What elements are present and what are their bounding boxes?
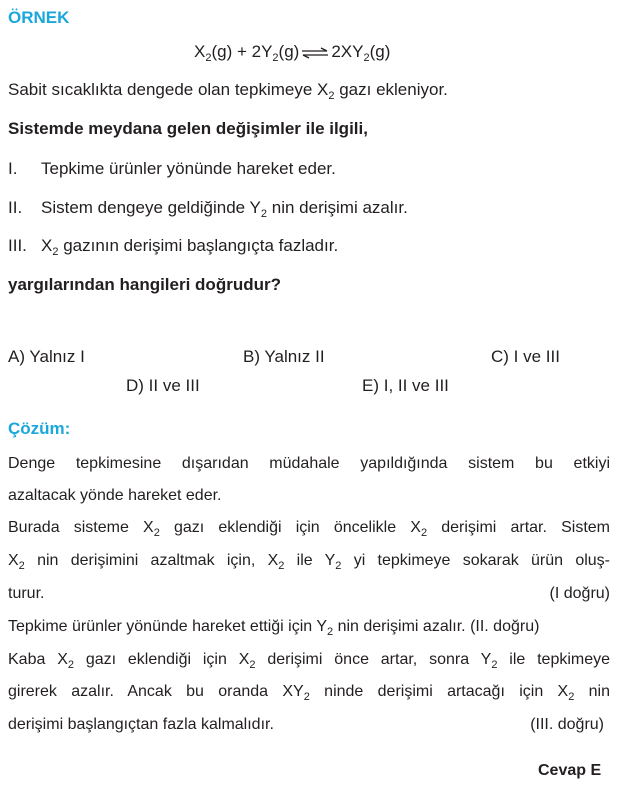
eq-reactant1-state: (g) (211, 42, 233, 61)
item-2-number: II. (8, 198, 23, 217)
s3-b-sub: 2 (420, 527, 428, 539)
s8-b-sub: 2 (568, 691, 575, 703)
s4-d: yi tepkimeye sokarak ürün oluş- (341, 552, 610, 569)
s8-b: ninde derişimi artacağı için X (309, 683, 569, 700)
question-text: yargılarından hangileri doğrudur? (8, 275, 281, 294)
problem-prompt: Sistemde meydana gelen değişimler ile ilgili, (8, 119, 368, 138)
option-b[interactable]: B) Yalnız II (243, 347, 325, 366)
equation (194, 41, 390, 63)
equilibrium-arrows-icon (301, 47, 329, 59)
eq-reactant2-state: (g) (278, 42, 300, 61)
item-3-text-post: gazının derişimi başlangıçta fazladır. (58, 236, 339, 255)
s8-a-sub: 2 (303, 691, 310, 703)
s6-b: nin derişimi azalır. (II. doğru) (333, 618, 540, 635)
s4-c: ile Y (284, 552, 336, 569)
s5-tag: (I doğru) (549, 585, 610, 602)
solution-line-9 (8, 714, 604, 736)
item-2-sub: 2 (260, 208, 268, 220)
item-2-text-post: nin derişimi azalır. (267, 198, 408, 217)
s9-text: derişimi başlangıçtan fazla kalmalıdır. (8, 716, 274, 733)
problem-statement (8, 79, 448, 101)
solution-line-4 (8, 550, 610, 572)
s7-b-sub: 2 (249, 659, 256, 671)
s7-a-sub: 2 (67, 659, 74, 671)
item-3-text-pre: X (41, 236, 53, 255)
eq-reactant1: X (194, 42, 206, 61)
item-3-number: III. (8, 236, 27, 255)
option-e[interactable]: E) I, II ve III (362, 376, 449, 395)
option-c[interactable]: C) I ve III (491, 347, 560, 366)
statement-text: Sabit sıcaklıkta dengede olan tepkimeye X (8, 80, 329, 99)
s8-a: girerek azalır. Ancak bu oranda XY (8, 683, 304, 700)
s6-a: Tepkime ürünler yönünde hareket ettiği için Y (8, 618, 327, 635)
solution-line-7 (8, 649, 610, 671)
s4-c-sub: 2 (335, 560, 342, 572)
s3-a: Burada sisteme X (8, 519, 154, 536)
eq-product-state: (g) (369, 42, 391, 61)
item-1-number: I. (8, 159, 18, 178)
eq-product-sub: 2 (363, 52, 370, 64)
s7-a: Kaba X (8, 651, 68, 668)
s8-c: nin (574, 683, 611, 700)
eq-reactant1-sub: 2 (205, 52, 212, 64)
s4-a-sub: 2 (18, 560, 25, 572)
statement-sub: 2 (328, 90, 335, 102)
s6-a-sub: 2 (327, 626, 334, 638)
s4-a: X (8, 552, 19, 569)
solution-line-5 (8, 583, 610, 605)
solution-line-8 (8, 681, 610, 703)
statement-text-end: gazı ekleniyor. (334, 80, 448, 99)
s7-c: derişimi önce artar, sonra Y (255, 651, 492, 668)
solution-line-6 (8, 616, 539, 638)
option-d[interactable]: D) II ve III (126, 376, 200, 395)
solution-line-2: azaltacak yönde hareket eder. (8, 487, 222, 504)
s3-c: derişimi artar. Sistem (427, 519, 611, 536)
solution-line-1: Denge tepkimesine dışarıdan müdahale yapıldığında sistem bu etkiyi (8, 455, 610, 472)
item-3-text (41, 235, 338, 257)
answer-label: Cevap E (538, 762, 602, 779)
eq-plus: + 2Y (232, 42, 273, 61)
example-heading: ÖRNEK (8, 8, 70, 27)
solution-line-3 (8, 517, 610, 539)
eq-product: 2XY (331, 42, 364, 61)
option-a[interactable]: A) Yalnız I (8, 347, 85, 366)
item-2-text (41, 197, 408, 219)
item-3-sub: 2 (52, 246, 59, 258)
s9-tag: (III. doğru) (530, 716, 604, 733)
item-2-text-pre: Sistem dengeye geldiğinde Y (41, 198, 261, 217)
eq-reactant2-sub: 2 (272, 52, 279, 64)
s3-b: gazı eklendiği için öncelikle X (159, 519, 421, 536)
s4-b: nin derişimini azaltmak için, X (24, 552, 279, 569)
solution-heading: Çözüm: (8, 419, 71, 438)
s5-text: turur. (8, 585, 45, 602)
s4-b-sub: 2 (278, 560, 285, 572)
s7-d: ile tepkimeye (497, 651, 611, 668)
s3-a-sub: 2 (153, 527, 160, 539)
s7-c-sub: 2 (491, 659, 498, 671)
s7-b: gazı eklendiği için X (74, 651, 250, 668)
item-1-text: Tepkime ürünler yönünde hareket eder. (41, 159, 336, 178)
